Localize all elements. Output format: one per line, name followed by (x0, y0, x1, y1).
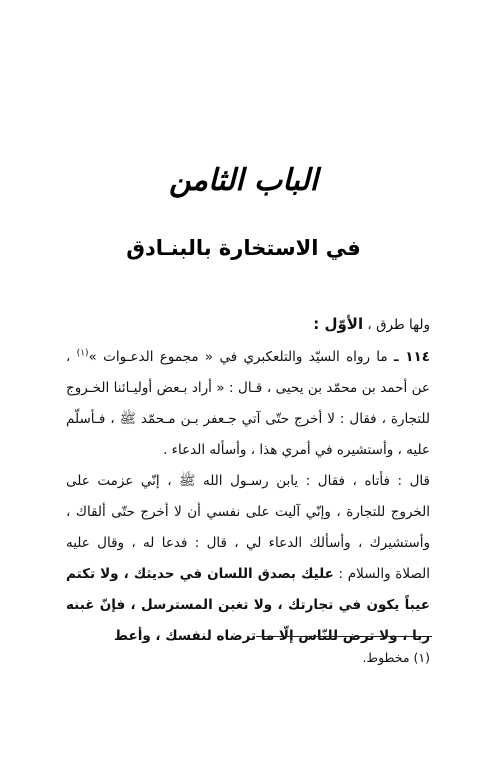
paragraph1-text-b: ، عن أحمد بن محمّد بن يحيى ، قـال : « أراد بـعض أوليـائنا الخـروج للتجارة ، فقال : لا أخرج حتّى آتي جـعفر بـن مـحمّد ﷺ ، فـأسلّم عليه ، وأستشيره في أمري هذا ، وأسأله الدعاء . (66, 349, 430, 458)
paragraph-2 (66, 466, 430, 652)
intro-line (66, 309, 430, 341)
intro-bold-label: الأوّل : (313, 315, 364, 333)
chapter-heading: الباب الثامن (169, 163, 318, 198)
paragraph2-text-a: قال : فأتاه ، فقال : يابن رسـول الله ﷺ ، إنّي عزمت على الخروج للتجارة ، وإنّي آليت على نفسي أن لا أخرج حتّى ألقاك ، وأستشيرك ، وأسألك الدعاء لي ، قال : فدعا له ، وقال عليه الصلاة والسلام : (66, 473, 430, 582)
footnote-divider (256, 636, 432, 637)
paragraph-number: ١١٤ ـ (393, 349, 430, 365)
paragraph1-text-a: ما رواه السيّد والتلعكبري في « مجموع الدعـوات » (88, 349, 394, 365)
footnote-marker: (١) (76, 348, 89, 359)
intro-text: ولها طرق ، (363, 317, 430, 333)
section-title: في الاستخارة بالبنـادق (126, 236, 361, 260)
paragraph-114 (66, 342, 430, 466)
footnote: (١) مخطوط. (362, 650, 430, 665)
paragraph2-bold-text: عليك بصدق اللسان في حديثك ، ولا تكتم عيباً يكون في تجارتك ، ولا تغبن المسترسل ، فإنّ غبنه ربا ، ولا ترض للنّاس إلّا ما ترضاه لنفسك ، وأعط (66, 566, 430, 644)
